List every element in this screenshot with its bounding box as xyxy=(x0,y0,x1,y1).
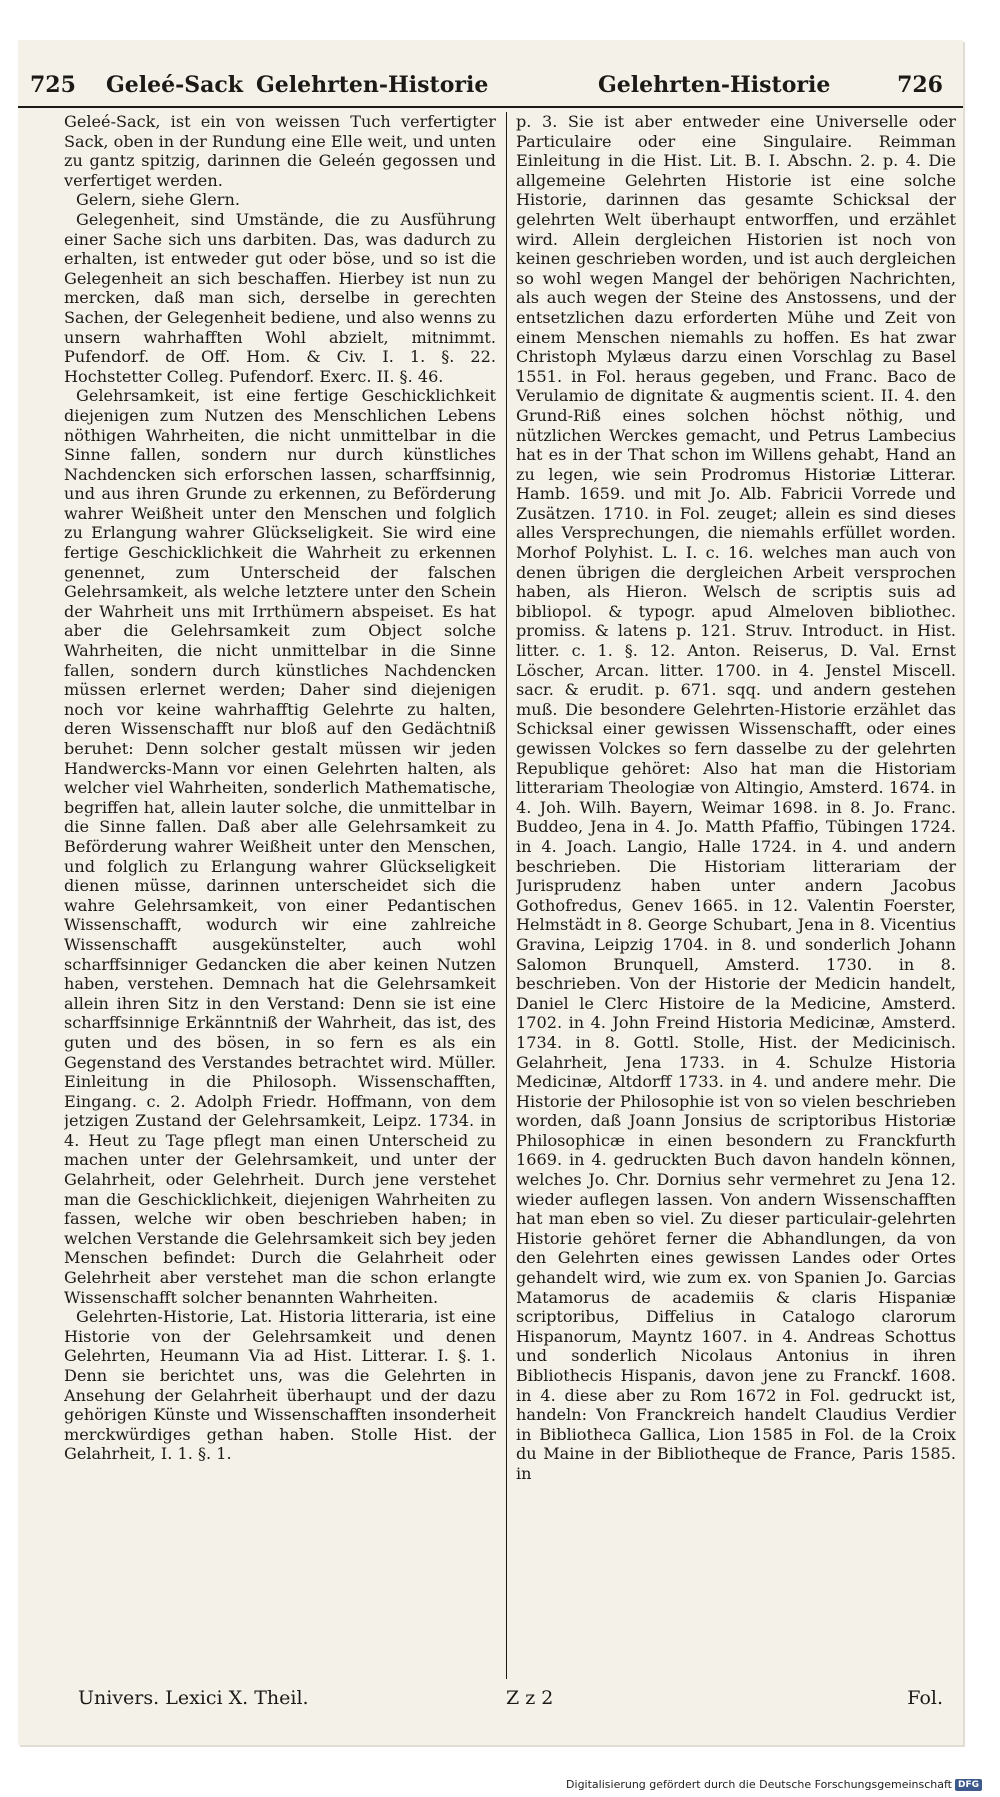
right-text-column xyxy=(516,112,956,1679)
paragraph: Gelern, siehe Glern. xyxy=(76,190,240,210)
left-page-number: 725 xyxy=(30,72,76,98)
paragraph: Gelehrten-Historie, Lat. Historia litteraria, ist eine Historie von der Gelehrsamkeit und denen Gelehrten, Heumann Via ad Hist. Litterar. I. §. 1. Denn sie berichtet uns, was die Gelehrten in Ansehung der Gelahrheit überhaupt und der dazu gehörigen Künste und Wissenschafften insonderheit merckwürdiges gethan haben. Stolle Hist. der Gelahrheit, I. 1. §. 1. xyxy=(64,1307,496,1464)
left-catchword: Geleé-Sack xyxy=(106,72,244,98)
document-page xyxy=(18,40,963,1745)
left-text-column xyxy=(64,112,496,1679)
page-footer xyxy=(18,1687,963,1715)
right-running-title: Gelehrten-Historie xyxy=(598,72,831,98)
right-page-number: 726 xyxy=(897,72,943,98)
footer-catchword: Fol. xyxy=(907,1687,943,1709)
funding-credit xyxy=(566,1778,982,1791)
dfg-logo: DFG xyxy=(955,1779,982,1791)
running-head xyxy=(18,70,963,108)
signature-mark: Z z 2 xyxy=(506,1687,554,1709)
paragraph: Geleé-Sack, ist ein von weissen Tuch verfertigter Sack, oben in der Rundung eine Elle weit, und unten zu gantz spitzig, darinnen die Geleén gegossen und verfertiget werden. xyxy=(64,112,496,190)
left-running-title: Gelehrten-Historie xyxy=(256,72,489,98)
paragraph: p. 3. Sie ist aber entweder eine Universelle oder Particulaire oder eine Singulaire. Reimman Einleitung in die Hist. Lit. B. I. Abschn. 2. p. 4. Die allgemeine Gelehrten Historie ist eine solche Historie, darinnen das gesamte Schicksal der gelehrten Welt überhaupt entworffen, und erzählet wird. Allein dergleichen Historien ist noch von keinen geschrieben worden, und ist auch dergleichen so wohl wegen Mangel der behörigen Nachrichten, als auch wegen der Steine des Anstossens, und der entsetzlichen dazu erforderten Mühe und Zeit von einem Menschen niemahls zu hoffen. Es hat zwar Christoph Mylæus darzu einen Vorschlag zu Basel 1551. in Fol. heraus gegeben, und Franc. Baco de Verulamio de dignitate & augmentis scient. II. 4. den Grund-Riß eines solchen höchst nöthig, und nützlichen Werckes gemacht, und Petrus Lambecius hat es in der That schon im Willens gehabt, Hand an zu legen, wie sein Prodromus Historiæ Litterar. Hamb. 1659. und mit Jo. Alb. Fabricii Vorrede und Zusätzen. 1710. in Fol. zeuget; allein es sind dieses alles Versprechungen, die niemahls erfüllet worden. Morhof Polyhist. L. I. c. 16. welches man auch von denen übrigen die dergleichen Arbeit versprochen haben, als Hieron. Welsch de scriptis suis ad bibliopol. & typogr. apud Almeloven bibliothec. promiss. & latens p. 121. Struv. Introduct. in Hist. litter. c. 1. §. 12. Anton. Reiserus, D. Val. Ernst Löscher, Arcan. litter. 1700. in 4. Jenstel Miscell. sacr. & erudit. p. 671. sqq. und andern gestehen muß. Die besondere Gelehrten-Historie erzählet das Schicksal einer gewissen Wissenschafft, oder eines gewissen Volckes so fern dasselbe zu der gelehrten Republique gehöret: Also hat man die Historiam litterariam Theologiæ von Altingio, Amsterd. 1674. in 4. Joh. Wilh. Bayern, Weimar 1698. in 8. Jo. Franc. Buddeo, Jena in 4. Jo. Matth Pfaffio, Tübingen 1724. in 4. Joach. Langio, Halle 1724. in 4. und andern beschrieben. Die Historiam litterariam der Jurisprudenz haben unter andern Jacobus Gothofredus, Genev 1665. in 12. Valentin Foerster, Helmstädt in 8. George Schubart, Jena in 8. Vicentius Gravina, Leipzig 1704. in 8. und sonderlich Johann Salomon Brunquell, Amsterd. 1730. in 8. beschrieben. Von der Historie der Medicin handelt, Daniel le Clerc Histoire de la Medicine, Amsterd. 1702. in 4. John Freind Historia Medicinæ, Amsterd. 1734. in 8. Gottl. Stolle, Hist. der Medicinisch. Gelahrheit, Jena 1733. in 4. Schulze Historia Medicinæ, Altdorff 1733. in 4. und andere mehr. Die Historie der Philosophie ist von so vielen beschrieben worden, daß Joann Jonsius de scriptoribus Historiæ Philosophicæ in einen besondern zu Franckfurth 1669. in 4. gedruckten Buch davon handeln können, welches Jo. Chr. Dornius sehr vermehret zu Jena 12. wieder auflegen lassen. Von andern Wissenschafften hat man eben so viel. Zu dieser particulair-gelehrten Historie gehöret ferner die Abhandlungen, da von den Gelehrten eines gewissen Landes oder Ortes gehandelt wird, wie zum ex. von Spanien Jo. Garcias Matamorus de academiis & claris Hispaniæ scriptoribus, Diffelius in Catalogo clarorum Hispanorum, Mayntz 1607. in 4. Andreas Schottus und sonderlich Nicolaus Antonius in ihren Bibliothecis Hispanis, davon jene zu Franckf. 1608. in 4. diese aber zu Rom 1672 in Fol. gedruckt ist, handeln: Von Franckreich handelt Claudius Verdier in Bibliotheca Gallica, Lion 1585 in Fol. de la Croix du Maine in der Bibliotheque de France, Paris 1585. in xyxy=(516,112,956,1483)
credit-text: Digitalisierung gefördert durch die Deutsche Forschungsgemeinschaft xyxy=(566,1778,952,1791)
paragraph: Gelehrsamkeit, ist eine fertige Geschicklichkeit diejenigen zum Nutzen des Menschlichen Lebens nöthigen Wahrheiten, die nicht unmittelbar in die Sinne fallen, sondern nur durch künstliches Nachdencken sich erforschen lassen, scharffsinnig, und aus ihren Grunde zu erkennen, zu Beförderung wahrer Weißheit unter den Menschen und folglich zu Erlangung wahrer Glückseligkeit. Sie wird eine fertige Geschicklichkeit die Wahrheit zu erkennen genennet, zum Unterscheid der falschen Gelehrsamkeit, als welche letztere unter den Schein der Wahrheit uns mit Irrthümern abspeiset. Es hat aber die Gelehrsamkeit zum Object solche Wahrheiten, die nicht unmittelbar in die Sinne fallen, sondern durch künstliches Nachdencken müssen erlernet werden; Daher sind diejenigen noch vor keine wahrhafftig Gelehrte zu halten, deren Wissenschafft nur bloß auf den Gedächtniß beruhet: Denn solcher gestalt müssen wir jeden Handwercks-Mann vor einen Gelehrten halten, als welcher viel Wahrheiten, sonderlich Mathematische, begriffen hat, allein lauter solche, die unmittelbar in die Sinne fallen. Daß aber alle Gelehrsamkeit zu Beförderung wahrer Weißheit unter den Menschen, und folglich zu Erlangung wahrer Glückseligkeit dienen müsse, darinnen unterscheidet sich die wahre Gelehrsamkeit, von einer Pedantischen Wissenschafft, wodurch wir eine zahlreiche Wissenschafft ausgekünstelter, auch wohl scharffsinniger Gedancken die aber keinen Nutzen haben, verstehen. Demnach hat die Gelehrsamkeit allein ihren Sitz in den Verstand: Denn sie ist eine scharffsinnige Erkänntniß der Wahrheit, das ist, des guten und des bösen, in so fern es als ein Gegenstand des Verstandes betrachtet wird. Müller. Einleitung in die Philosoph. Wissenschafften, Eingang. c. 2. Adolph Friedr. Hoffmann, von dem jetzigen Zustand der Gelehrsamkeit, Leipz. 1734. in 4. Heut zu Tage pflegt man einen Unterscheid zu machen unter der Gelehrsamkeit, und unter der Gelahrheit, oder Gelehrheit. Durch jene verstehet man die Geschicklichkeit, diejenigen Wahrheiten zu fassen, welche wir oben beschrieben haben; in welchen Verstande die Gelehrsamkeit sich bey jeden Menschen befindet: Durch die Gelahrheit oder Gelehrheit aber verstehet man die schon erlangte Wissenschafft solcher benannten Wahrheiten. xyxy=(64,386,496,1307)
column-divider xyxy=(506,112,507,1679)
paragraph: Gelegenheit, sind Umstände, die zu Ausführung einer Sache sich uns darbiten. Das, was dadurch zu erhalten, ist entweder gut oder böse, und so ist die Gelegenheit an sich beschaffen. Hierbey ist nun zu mercken, daß man sich, derselbe in gerechten Sachen, der Gelegenheit bediene, und also wenns zu unsern wahrhafften Wohl abzielt, mitnimmt. Pufendorf. de Off. Hom. & Civ. I. 1. §. 22. Hochstetter Colleg. Pufendorf. Exerc. II. §. 46. xyxy=(64,209,496,386)
volume-note: Univers. Lexici X. Theil. xyxy=(78,1687,309,1709)
